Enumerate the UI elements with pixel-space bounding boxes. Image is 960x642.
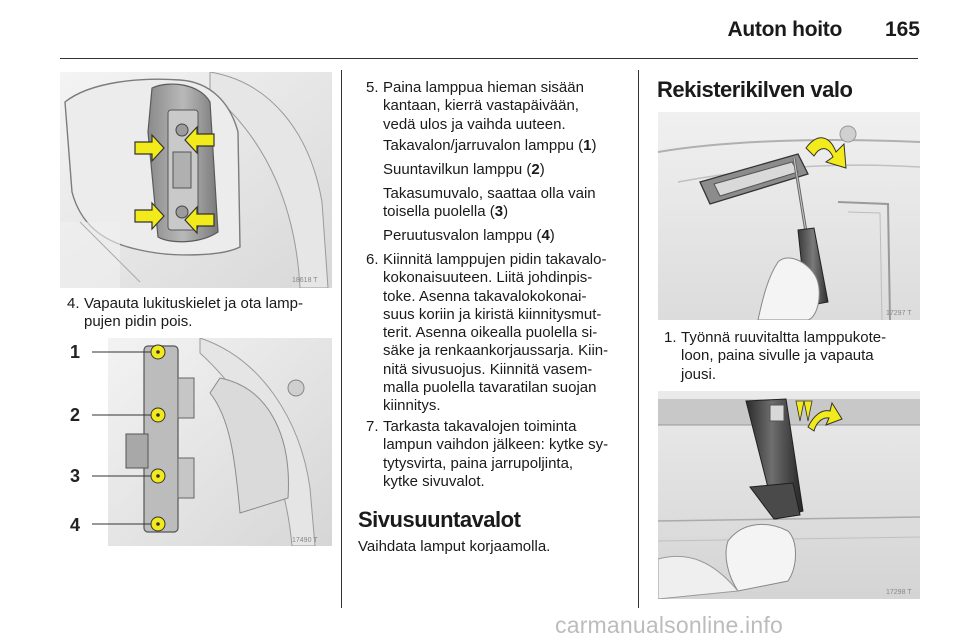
step-line: terit. Asenna oikealla puolella si-: [383, 324, 598, 342]
figure-code: 17298 T: [886, 589, 912, 596]
step-line: kokonaisuuteen. Liitä johdinpis-: [383, 269, 593, 287]
step-line: kytke sivuvalot.: [383, 472, 485, 490]
bulb-label-1: 1: [70, 342, 81, 362]
figure-code: 18618 T: [292, 277, 318, 284]
step-number: 4.: [67, 295, 80, 312]
step-line: tytysvirta, paina jarrupoljinta,: [383, 454, 574, 472]
step-line: pujen pidin pois.: [84, 313, 193, 331]
page-header: [0, 0, 960, 60]
step-line: Paina lamppua hieman sisään: [383, 79, 584, 96]
step-line: säke ja renkaankorjaussarja. Kiin-: [383, 342, 609, 360]
figure-code: 17490 T: [292, 537, 318, 544]
step-line: vedä ulos ja vaihda uuteen.: [383, 115, 566, 133]
heading-licence-plate-light: Rekisterikilven valo: [657, 77, 853, 102]
step-line: lampun vaihdon jälkeen: kytke sy-: [383, 436, 609, 454]
step-line: jousi.: [681, 365, 717, 383]
header-rule: [60, 58, 918, 59]
figure-bulb-holder: [60, 338, 332, 546]
figure-code: 17297 T: [886, 310, 912, 317]
step-number: 5.: [366, 79, 379, 96]
section-title: Auton hoito: [727, 18, 842, 41]
step-number: 1.: [664, 329, 677, 346]
step-line: kantaan, kierrä vastapäivään,: [383, 97, 579, 115]
step-line: Työnnä ruuvitaltta lamppukote-: [681, 329, 887, 346]
page-number: 165: [884, 18, 920, 41]
step-line: Kiinnitä lamppujen pidin takavalo-: [383, 251, 607, 268]
step-line: kiinnitys.: [383, 397, 441, 415]
figure-plate-light-screwdriver: [658, 112, 920, 320]
step-line: malla puolella tavaratilan suojan: [383, 379, 597, 397]
bulb-label-3: 3: [70, 466, 81, 486]
step-number: 7.: [366, 418, 379, 435]
column-divider-right: [638, 70, 639, 608]
side-indicators-text: Vaihdata lamput korjaamolla.: [358, 538, 551, 555]
bulb-label-2: 2: [70, 405, 81, 425]
bulb-item-2: Suuntavilkun lamppu (2): [383, 161, 545, 178]
footer-watermark: carmanualsonline.info: [555, 612, 783, 638]
step-line: nitä sivusuojus. Kiinnitä vasem-: [383, 360, 593, 378]
figure-tail-lamp-clips: [60, 72, 332, 288]
column-divider-left: [341, 70, 342, 608]
step-line: Vapauta lukituskielet ja ota lamp-: [84, 295, 304, 312]
figure-plate-light-housing: [658, 391, 920, 599]
bulb-item-4: Peruutusvalon lamppu (4): [383, 227, 555, 244]
bulb-item-1: Takavalon/jarruvalon lamppu (1): [383, 137, 597, 154]
heading-side-indicators: Sivusuuntavalot: [358, 507, 521, 532]
step-line: Tarkasta takavalojen toiminta: [383, 418, 577, 435]
step-line: loon, paina sivulle ja vapauta: [681, 347, 874, 365]
step-number: 6.: [366, 251, 379, 268]
step-line: toke. Asenna takavalokokonai-: [383, 287, 587, 305]
bulb-item-3: Takasumuvalo, saattaa olla vain toisella puolella (3): [383, 185, 596, 221]
bulb-label-4: 4: [70, 515, 81, 535]
step-line: suus koriin ja kiristä kiinnitysmut-: [383, 305, 602, 323]
